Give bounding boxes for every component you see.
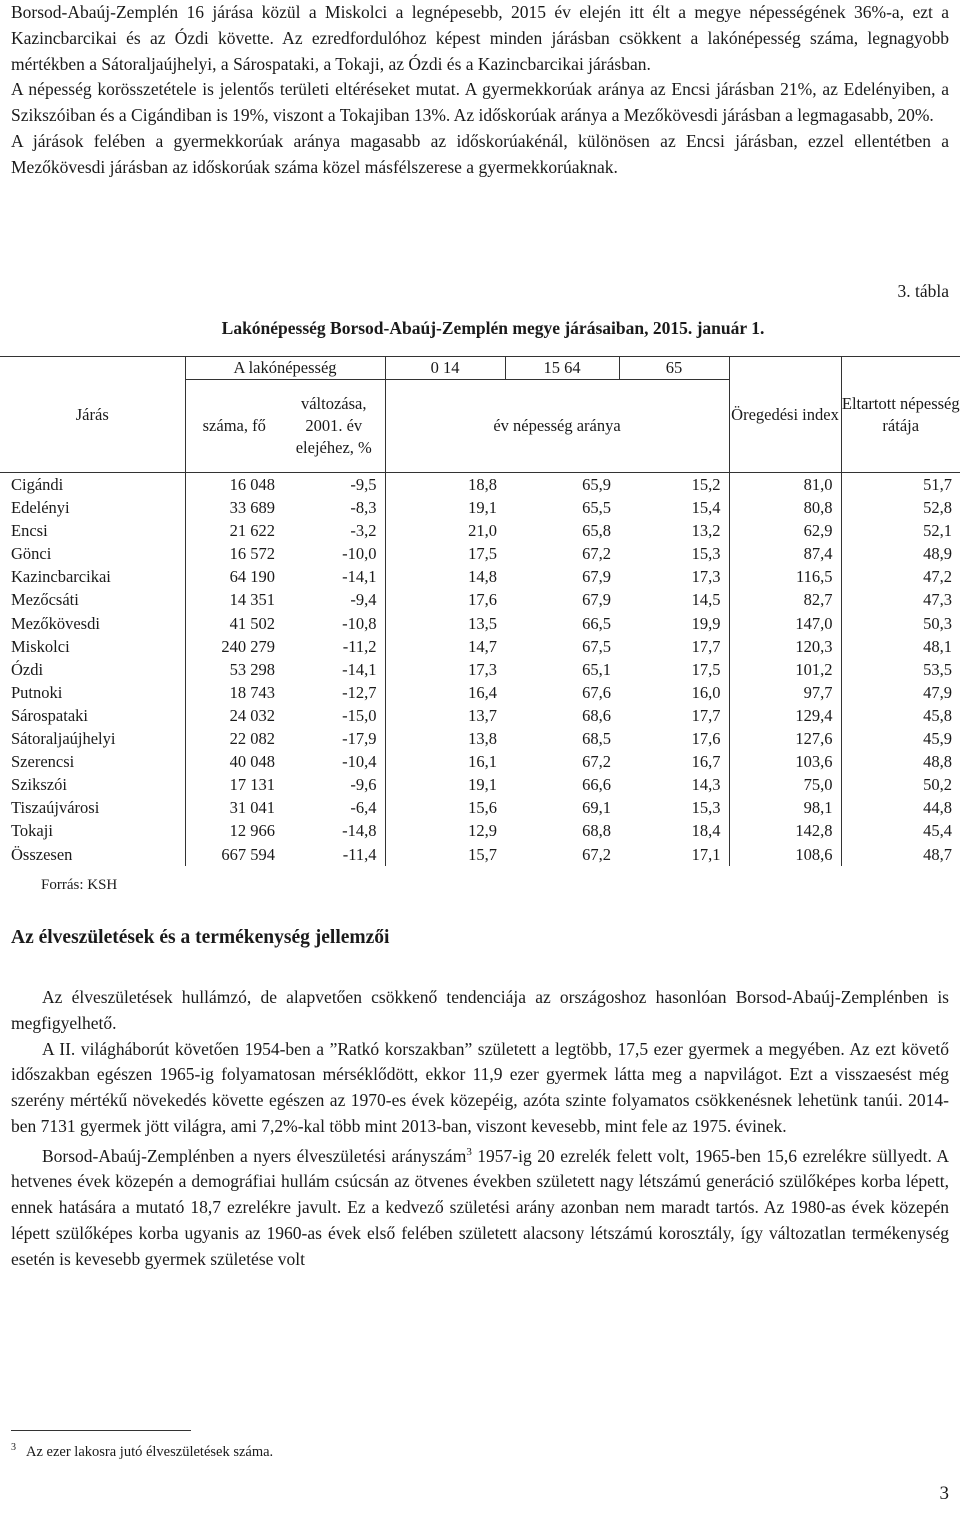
cell-district-name: Tokaji bbox=[0, 819, 185, 842]
table-row bbox=[0, 704, 960, 727]
cell-share-65-plus: 17,7 bbox=[619, 704, 729, 727]
cell-aging-index: 101,2 bbox=[729, 658, 841, 681]
cell-share-65-plus: 13,2 bbox=[619, 519, 729, 542]
cell-share-0-14: 19,1 bbox=[468, 498, 497, 518]
cell-aging-index: 127,6 bbox=[729, 727, 841, 750]
cell-district-name: Összesen bbox=[0, 843, 185, 866]
cell-share-15-64: 66,5 bbox=[582, 613, 611, 633]
cell-population-change: -9,5 bbox=[283, 473, 385, 497]
cell-population-count: 53 298 bbox=[229, 659, 275, 679]
footnote-divider bbox=[11, 1430, 191, 1431]
cell-share-15-64: 65,5 bbox=[582, 498, 611, 518]
intro-paragraph-1: Borsod-Abaúj-Zemplén 16 járása közül a Miskolci a legnépesebb, 2015 év elején itt élt a megye népességének 36%-a, ezt a Kazincbarcikai és az Ózdi követte. Az ezredfordulóhoz képest minden járásban csökkent a lakónépesség száma, legnagyobb mértékben a Sátoraljaújhelyi, a Sárospataki, a Tokaji, az Ózdi és a Kazincbarcikai járásban. bbox=[11, 2, 949, 74]
cell-aging-index: 97,7 bbox=[729, 681, 841, 704]
cell-aging-index: 75,0 bbox=[729, 773, 841, 796]
header-oregedesi-index: Öregedési index bbox=[729, 357, 841, 473]
cell-aging-index: 116,5 bbox=[729, 565, 841, 588]
cell-population-change: -10,8 bbox=[283, 612, 385, 635]
cell-population-count: 64 190 bbox=[229, 567, 275, 587]
cell-district-name: Miskolci bbox=[0, 635, 185, 658]
cell-district-name: Szikszói bbox=[0, 773, 185, 796]
cell-population-count: 240 279 bbox=[221, 636, 275, 656]
table-row bbox=[0, 681, 960, 704]
cell-share-0-14: 13,8 bbox=[468, 729, 497, 749]
cell-dependency-ratio: 47,3 bbox=[923, 590, 952, 610]
header-ev-nepesseg-aranya: év népesség aránya bbox=[385, 380, 729, 473]
cell-share-0-14: 15,7 bbox=[468, 844, 497, 864]
cell-aging-index: 142,8 bbox=[729, 819, 841, 842]
cell-share-65-plus: 15,3 bbox=[619, 796, 729, 819]
table-row bbox=[0, 565, 960, 588]
table-row bbox=[0, 473, 960, 497]
cell-dependency-ratio: 44,8 bbox=[923, 798, 952, 818]
table-row bbox=[0, 750, 960, 773]
cell-population-change: -11,2 bbox=[283, 635, 385, 658]
header-valtozasa: változása, 2001. év elejéhez, % bbox=[283, 380, 385, 473]
cell-district-name: Mezőkövesdi bbox=[0, 612, 185, 635]
table-row bbox=[0, 519, 960, 542]
cell-share-15-64: 68,8 bbox=[582, 821, 611, 841]
cell-share-65-plus: 16,0 bbox=[619, 681, 729, 704]
header-jaras: Járás bbox=[0, 357, 185, 473]
cell-share-15-64: 65,8 bbox=[582, 521, 611, 541]
cell-share-0-14: 13,5 bbox=[468, 613, 497, 633]
cell-dependency-ratio: 45,4 bbox=[923, 821, 952, 841]
cell-population-change: -11,4 bbox=[283, 843, 385, 866]
cell-dependency-ratio: 47,9 bbox=[923, 682, 952, 702]
cell-share-15-64: 67,2 bbox=[582, 544, 611, 564]
intro-paragraph-2: A népesség korösszetétele is jelentős területi eltéréseket mutat. A gyermekkorúak aránya az Encsi járásban 21%, az Edelényiben, a Szikszóiban és a Cigándiban is 19%, viszont a Tokajiban 13%. Az időskorúak aránya a Mezőkövesdi járásban a legmagasabb, 20%. bbox=[11, 79, 949, 126]
table-row bbox=[0, 496, 960, 519]
cell-dependency-ratio: 50,2 bbox=[923, 775, 952, 795]
cell-population-count: 16 572 bbox=[229, 544, 275, 564]
cell-population-count: 12 966 bbox=[229, 821, 275, 841]
table-row bbox=[0, 819, 960, 842]
table-title: Lakónépesség Borsod-Abaúj-Zemplén megye járásaiban, 2015. január 1. bbox=[221, 318, 765, 338]
cell-population-change: -9,4 bbox=[283, 588, 385, 611]
table-row bbox=[0, 542, 960, 565]
cell-population-change: -17,9 bbox=[283, 727, 385, 750]
cell-population-change: -10,0 bbox=[283, 542, 385, 565]
header-age-0-14: 0 14 bbox=[385, 357, 505, 380]
cell-aging-index: 82,7 bbox=[729, 588, 841, 611]
cell-population-count: 22 082 bbox=[229, 729, 275, 749]
cell-population-change: -12,7 bbox=[283, 681, 385, 704]
cell-population-change: -10,4 bbox=[283, 750, 385, 773]
cell-population-count: 18 743 bbox=[229, 682, 275, 702]
cell-population-count: 24 032 bbox=[229, 705, 275, 725]
cell-aging-index: 129,4 bbox=[729, 704, 841, 727]
cell-aging-index: 87,4 bbox=[729, 542, 841, 565]
cell-dependency-ratio: 48,9 bbox=[923, 544, 952, 564]
cell-aging-index: 81,0 bbox=[729, 473, 841, 497]
cell-dependency-ratio: 53,5 bbox=[923, 659, 952, 679]
section-heading: Az élveszületések és a termékenység jellemzői bbox=[11, 927, 390, 948]
cell-share-0-14: 16,4 bbox=[468, 682, 497, 702]
section-paragraph-3-start: Borsod-Abaúj-Zemplénben a nyers élveszületési arányszám bbox=[42, 1145, 467, 1166]
cell-share-65-plus: 15,3 bbox=[619, 542, 729, 565]
footnote-text: Az ezer lakosra jutó élveszületések száma. bbox=[26, 1443, 274, 1460]
section-body bbox=[11, 985, 949, 1273]
cell-district-name: Gönci bbox=[0, 542, 185, 565]
cell-population-change: -9,6 bbox=[283, 773, 385, 796]
population-table bbox=[0, 356, 960, 866]
cell-population-count: 667 594 bbox=[221, 844, 275, 864]
cell-district-name: Edelényi bbox=[0, 496, 185, 519]
header-lakonepesseg: A lakónépesség bbox=[185, 357, 385, 380]
cell-aging-index: 120,3 bbox=[729, 635, 841, 658]
cell-share-0-14: 17,3 bbox=[468, 659, 497, 679]
cell-share-65-plus: 14,5 bbox=[619, 588, 729, 611]
cell-share-0-14: 15,6 bbox=[468, 798, 497, 818]
table-row bbox=[0, 658, 960, 681]
cell-dependency-ratio: 48,8 bbox=[923, 752, 952, 772]
cell-share-15-64: 67,5 bbox=[582, 636, 611, 656]
cell-share-65-plus: 17,3 bbox=[619, 565, 729, 588]
cell-aging-index: 103,6 bbox=[729, 750, 841, 773]
cell-share-0-14: 14,8 bbox=[468, 567, 497, 587]
cell-population-change: -14,1 bbox=[283, 565, 385, 588]
cell-district-name: Mezőcsáti bbox=[0, 588, 185, 611]
cell-share-0-14: 17,5 bbox=[468, 544, 497, 564]
header-age-15-64: 15 64 bbox=[505, 357, 619, 380]
cell-share-15-64: 66,6 bbox=[582, 775, 611, 795]
cell-population-count: 16 048 bbox=[229, 475, 275, 494]
cell-district-name: Encsi bbox=[0, 519, 185, 542]
cell-population-change: -15,0 bbox=[283, 704, 385, 727]
intro-paragraph-3: A járások felében a gyermekkorúak aránya magasabb az időskorúakénál, különösen az Encsi járásban, ezzel ellentétben a Mezőkövesdi járásban az időskorúak száma közel másfélszerese a gyermekkorúaknak. bbox=[11, 130, 949, 177]
section-paragraph-2: A II. világháborút követően 1954-ben a ”Ratkó korszakban” született a legtöbb, 17,5 ezer gyermek a megyében. Az ezt követő időszakban egészen 1965-ig folyamatosan mérséklődött, ekkor 11,9 ezer gyermek látta meg a napvilágot. Ezt a visszaesést még szerény mértékű növekedés követte egészen az 1970-es évek közepéig, azóta szinte folyamatos csökkenésnek lehetünk tanúi. 2014-ben 7131 gyermek jött világra, ami 7,2%-kal több mint 2013-ban, viszont kevesebb, mint fele az 1975. évinek. bbox=[11, 1038, 949, 1136]
cell-share-65-plus: 17,1 bbox=[619, 843, 729, 866]
cell-district-name: Tiszaújvárosi bbox=[0, 796, 185, 819]
table-row bbox=[0, 727, 960, 750]
cell-population-count: 33 689 bbox=[229, 498, 275, 518]
cell-share-65-plus: 15,2 bbox=[619, 473, 729, 497]
table-row bbox=[0, 773, 960, 796]
cell-population-count: 21 622 bbox=[229, 521, 275, 541]
page-number: 3 bbox=[939, 1483, 949, 1504]
cell-share-65-plus: 18,4 bbox=[619, 819, 729, 842]
cell-population-count: 17 131 bbox=[229, 775, 275, 795]
table-number: 3. tábla bbox=[897, 281, 949, 301]
cell-aging-index: 147,0 bbox=[729, 612, 841, 635]
cell-dependency-ratio: 47,2 bbox=[923, 567, 952, 587]
cell-district-name: Szerencsi bbox=[0, 750, 185, 773]
table-row bbox=[0, 796, 960, 819]
table-total-row bbox=[0, 843, 960, 866]
cell-dependency-ratio: 45,8 bbox=[923, 705, 952, 725]
cell-share-0-14: 17,6 bbox=[468, 590, 497, 610]
cell-dependency-ratio: 48,1 bbox=[923, 636, 952, 656]
cell-district-name: Putnoki bbox=[0, 681, 185, 704]
section-paragraph-3-rest: 1957-ig 20 ezrelék felett volt, 1965-ben 15,6 ezrelékre süllyedt. A hetvenes évek közepén a demográfiai hullám csúcsán az ötvenes években született nagy létszámú generáció szülőképes korba lépett, ennek hatására a mutató 18,7 ezrelékre javult. Ez a kedvező születési arány azonban nem maradt tartós. Az 1980-as évek közepén lépett szülőképes korba ugyanis az 1960-as évek első felében született alacsony létszámú korosztály, így változatlan termékenység esetén is kevesebb gyermek születése volt bbox=[11, 1145, 949, 1269]
cell-district-name: Sárospataki bbox=[0, 704, 185, 727]
cell-share-15-64: 67,2 bbox=[582, 752, 611, 772]
footnote-number: 3 bbox=[11, 1442, 16, 1453]
cell-population-change: -8,3 bbox=[283, 496, 385, 519]
cell-population-count: 31 041 bbox=[229, 798, 275, 818]
cell-aging-index: 108,6 bbox=[729, 843, 841, 866]
header-age-65: 65 bbox=[619, 357, 729, 380]
section-paragraph-1: Az élveszületések hullámzó, de alapvetően csökkenő tendenciája az országoshoz hasonlóan Borsod-Abaúj-Zemplénben is megfigyelhető. bbox=[11, 987, 949, 1033]
cell-share-15-64: 67,9 bbox=[582, 590, 611, 610]
cell-share-65-plus: 15,4 bbox=[619, 496, 729, 519]
cell-population-change: -3,2 bbox=[283, 519, 385, 542]
cell-population-count: 40 048 bbox=[229, 752, 275, 772]
section-paragraph-3 bbox=[11, 1140, 949, 1273]
cell-share-15-64: 68,6 bbox=[582, 705, 611, 725]
table-row bbox=[0, 635, 960, 658]
cell-share-65-plus: 19,9 bbox=[619, 612, 729, 635]
cell-share-0-14: 14,7 bbox=[468, 636, 497, 656]
cell-share-65-plus: 16,7 bbox=[619, 750, 729, 773]
cell-dependency-ratio: 52,8 bbox=[923, 498, 952, 518]
cell-population-count: 41 502 bbox=[229, 613, 275, 633]
cell-population-count: 14 351 bbox=[229, 590, 275, 610]
cell-aging-index: 98,1 bbox=[729, 796, 841, 819]
cell-share-0-14: 12,9 bbox=[468, 821, 497, 841]
cell-share-0-14: 18,8 bbox=[468, 475, 497, 494]
cell-share-15-64: 68,5 bbox=[582, 729, 611, 749]
intro-text bbox=[11, 0, 949, 181]
cell-share-65-plus: 17,6 bbox=[619, 727, 729, 750]
cell-population-change: -6,4 bbox=[283, 796, 385, 819]
table-row bbox=[0, 612, 960, 635]
cell-share-0-14: 21,0 bbox=[468, 521, 497, 541]
cell-dependency-ratio: 51,7 bbox=[923, 475, 952, 494]
table-source: Forrás: KSH bbox=[41, 877, 118, 893]
cell-dependency-ratio: 45,9 bbox=[923, 729, 952, 749]
cell-district-name: Kazincbarcikai bbox=[0, 565, 185, 588]
cell-share-15-64: 69,1 bbox=[582, 798, 611, 818]
header-szama: száma, fő bbox=[185, 380, 283, 473]
footnote-reference: 3 bbox=[466, 1145, 472, 1158]
header-eltartott-rata: Eltartott népesség rátája bbox=[841, 357, 960, 473]
cell-district-name: Cigándi bbox=[0, 473, 185, 497]
cell-district-name: Sátoraljaújhelyi bbox=[0, 727, 185, 750]
cell-district-name: Ózdi bbox=[0, 658, 185, 681]
cell-dependency-ratio: 48,7 bbox=[923, 844, 952, 864]
cell-share-15-64: 67,9 bbox=[582, 567, 611, 587]
cell-share-0-14: 19,1 bbox=[468, 775, 497, 795]
cell-share-0-14: 13,7 bbox=[468, 705, 497, 725]
cell-aging-index: 80,8 bbox=[729, 496, 841, 519]
cell-population-change: -14,1 bbox=[283, 658, 385, 681]
cell-share-0-14: 16,1 bbox=[468, 752, 497, 772]
cell-share-15-64: 67,2 bbox=[582, 844, 611, 864]
cell-dependency-ratio: 50,3 bbox=[923, 613, 952, 633]
cell-share-15-64: 65,1 bbox=[582, 659, 611, 679]
cell-share-15-64: 67,6 bbox=[582, 682, 611, 702]
cell-aging-index: 62,9 bbox=[729, 519, 841, 542]
cell-share-65-plus: 17,5 bbox=[619, 658, 729, 681]
cell-population-change: -14,8 bbox=[283, 819, 385, 842]
footnote bbox=[11, 1442, 273, 1461]
table-row bbox=[0, 588, 960, 611]
cell-share-65-plus: 17,7 bbox=[619, 635, 729, 658]
cell-share-15-64: 65,9 bbox=[582, 475, 611, 494]
cell-share-65-plus: 14,3 bbox=[619, 773, 729, 796]
cell-dependency-ratio: 52,1 bbox=[923, 521, 952, 541]
